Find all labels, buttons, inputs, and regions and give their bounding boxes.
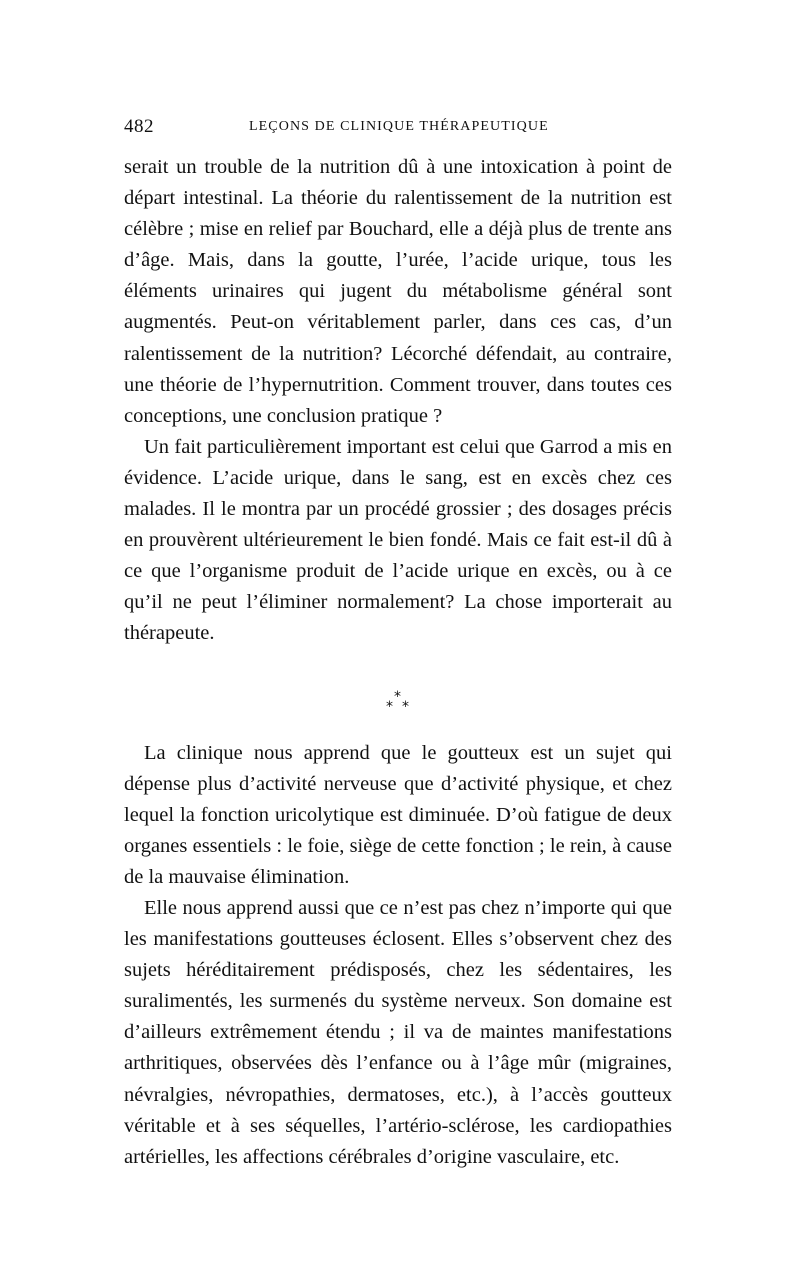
running-title: LEÇONS DE CLINIQUE THÉRAPEUTIQUE <box>249 119 549 134</box>
asterism-star: * <box>402 698 409 715</box>
asterism-star: * <box>386 698 393 715</box>
paragraph: La clinique nous apprend que le goutteux est un sujet qui dépense plus d’activité nerveuse que d’activité physique, et chez lequel la fonction uricolytique est diminuée. D’où fatigue de deux organes essentiels : le foie, siège de cette fonction ; le rein, à cause de la mauvaise élimination. <box>124 741 672 888</box>
book-page <box>124 112 672 1173</box>
paragraph: Un fait particulièrement important est celui que Garrod a mis en évidence. L’acide urique, dans le sang, est en excès chez ces malades. Il le montra par un procédé grossier ; des dosages précis en prouvèrent ultérieurement le bien fondé. Mais ce fait est-il dû à ce que l’organisme produit de l’acide urique en excès, ou à ce qu’il ne peut l’éliminer normalement? La chose importerait au thérapeute. <box>124 435 672 645</box>
asterism-star: * <box>394 688 401 705</box>
section-break-asterism <box>124 650 672 738</box>
paragraph: serait un trouble de la nutrition dû à une intoxication à point de départ intestinal. La théorie du ralentissement de la nutrition est célèbre ; mise en relief par Bouchard, elle a déjà plus de trente ans d’âge. Mais, dans la goutte, l’urée, l’acide urique, tous les éléments urinaires qui jugent du métabolisme général sont augmentés. Peut-on véritablement parler, dans ces cas, d’un ralentissement de la nutrition? Lécorché défendait, au contraire, une théorie de l’hypernutrition. Comment trouver, dans toutes ces conceptions, une conclusion pratique ? <box>124 156 672 427</box>
paragraph: Elle nous apprend aussi que ce n’est pas chez n’importe qui que les manifestations goutteuses éclosent. Elles s’observent chez des sujets héréditairement prédisposés, chez les sédentaires, les suralimentés, les surmenés du système nerveux. Son domaine est d’ailleurs extrêmement étendu ; il va de maintes manifestations arthritiques, observées dès l’enfance ou à l’âge mûr (migraines, névralgies, névropathies, dermatoses, etc.), à l’accès goutteux véritable et à ses séquelles, l’artério-sclérose, les cardiopathies artérielles, les affections cérébrales d’origine vasculaire, etc. <box>124 896 672 1168</box>
page-header <box>124 112 672 142</box>
page-body <box>124 152 672 1173</box>
page-number: 482 <box>124 116 154 137</box>
